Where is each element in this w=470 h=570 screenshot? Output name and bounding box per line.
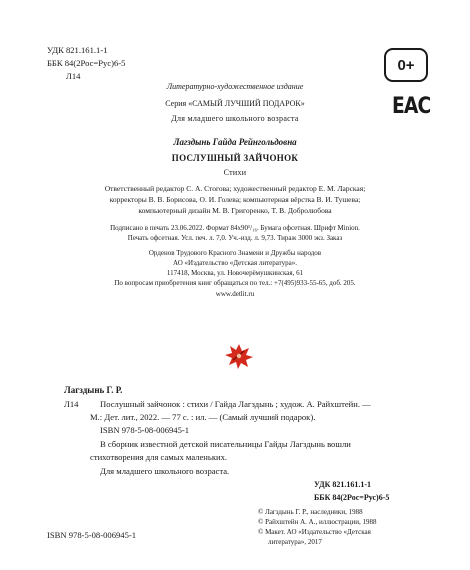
copyright-line: © Лагздынь Г. Р., наследники, 1988 [258,508,363,516]
udk-code: УДК 821.161.1-1 [47,45,108,55]
card-heading: Лагздынь Г. Р. [64,385,123,395]
publisher-line: Орденов Трудового Красного Знамени и Дружбы народов [148,249,322,257]
edition-type: Литературно-художественное издание [166,82,304,91]
age-rating-badge: 0+ [384,48,428,82]
card-mark: Л14 [64,399,79,409]
credits-line: компьютерный дизайн М. В. Григоренко, Т. В. Добролюбова [138,206,332,215]
genre: Стихи [223,168,247,177]
book-title: ПОСЛУШНЫЙ ЗАЙЧОНОК [171,153,299,163]
publisher-line: АО «Издательство «Детская литература». [173,259,297,267]
card-line: Для младшего школьного возраста. [100,466,230,476]
card-line: М.: Дет. лит., 2022. — 77 с. : ил. — (Самый лучший подарок). [90,412,316,422]
publisher-website: www.detlit.ru [215,290,255,298]
copyright-line: © Райхштейн А. А., иллюстрации, 1988 [258,518,377,526]
series-name: Серия «САМЫЙ ЛУЧШИЙ ПОДАРОК» [165,99,305,108]
author-name: Лагздынь Гайда Рейнгольдовна [173,137,297,147]
publisher-phone: По вопросам приобретения книг обращаться по тел.: +7(495)933-55-65, доб. 205. [114,279,356,287]
author-mark: Л14 [66,71,81,81]
card-udk: УДК 821.161.1-1 [314,480,372,489]
isbn-bottom: ISBN 978-5-08-006945-1 [47,530,137,540]
card-line: Послушный зайчонок : стихи / Гайда Лагздынь ; худож. А. Райхштейн. — [100,399,371,409]
credits-line: Ответственный редактор С. А. Стогова; художественный редактор Е. М. Ларская; [104,184,366,193]
print-info-line: Подписано в печать 23.06.2022. Формат 84x90¹/₁₆. Бумага офсетная. Шрифт Minion. [110,224,360,232]
card-isbn: ISBN 978-5-08-006945-1 [100,425,190,435]
audience: Для младшего школьного возраста [171,114,299,123]
card-bbk: ББК 84(2Рос=Рус)6-5 [314,493,390,502]
print-info-line: Печать офсетная. Усл. печ. л. 7,0. Уч.-изд. л. 9,73. Тираж 3000 экз. Заказ [127,234,343,242]
bbk-code: ББК 84(2Рос=Рус)6-5 [47,58,126,68]
copyright-line: © Макет. АО «Издательство «Детская [258,528,371,536]
card-line: В сборник известной детской писательницы Гайды Лагздынь вошли [100,439,351,449]
order-emblem-icon [224,342,254,370]
eac-mark-icon: ЕАС [392,94,431,119]
credits-line: корректоры В. В. Борисова, О. И. Голева; компьютерная вёрстка В. И. Тушева; [109,195,361,204]
publisher-address: 117418, Москва, ул. Новочерёмушкинская, 61 [166,269,304,277]
copyright-line: литература», 2017 [268,538,322,546]
card-line: стихотворения для самых маленьких. [90,452,228,462]
